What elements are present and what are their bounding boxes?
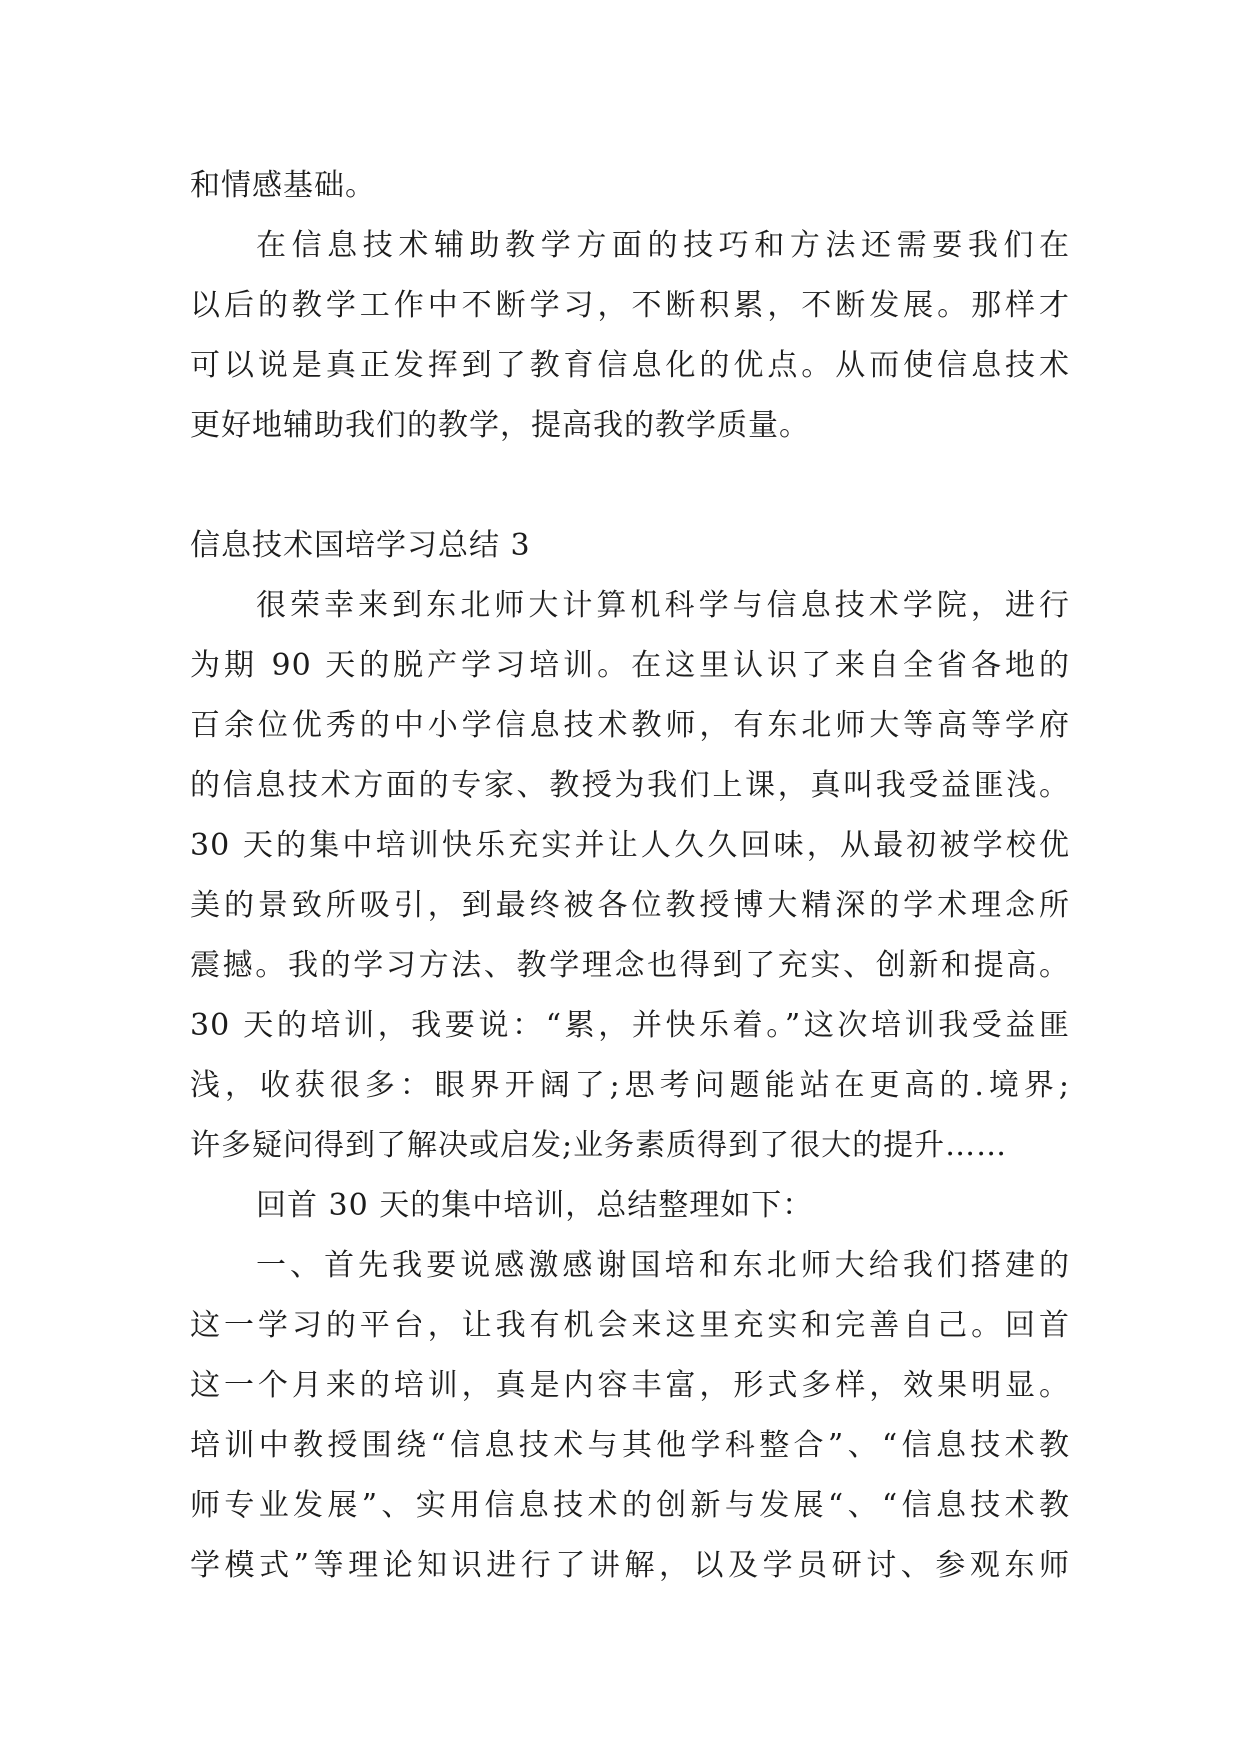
- paragraph-line: 震撼。我的学习方法、教学理念也得到了充实、创新和提高。: [190, 948, 1070, 983]
- paragraph-line: 许多疑问得到了解决或启发;业务素质得到了很大的提升……: [190, 1128, 1008, 1163]
- paragraph-line: 回首 30 天的集中培训，总结整理如下：: [256, 1188, 814, 1223]
- paragraph-line: 的信息技术方面的专家、教授为我们上课，真叫我受益匪浅。: [190, 768, 1070, 803]
- paragraph-line: 培训中教授围绕“信息技术与其他学科整合”、“信息技术教: [190, 1428, 1070, 1463]
- paragraph-line: 浅，收获很多：眼界开阔了;思考问题能站在更高的.境界;: [190, 1068, 1070, 1103]
- paragraph-gap: [190, 456, 1070, 516]
- paragraph-line: 可以说是真正发挥到了教育信息化的优点。从而使信息技术: [190, 348, 1070, 383]
- paragraph-line: 很荣幸来到东北师大计算机科学与信息技术学院，进行: [256, 588, 1070, 623]
- paragraph-line: 以后的教学工作中不断学习，不断积累，不断发展。那样才: [190, 288, 1070, 323]
- paragraph-line: 这一学习的平台，让我有机会来这里充实和完善自己。回首: [190, 1308, 1070, 1343]
- document-body: [190, 156, 1070, 1596]
- section-title: 信息技术国培学习总结 3: [190, 528, 531, 563]
- paragraph-line: 美的景致所吸引，到最终被各位教授博大精深的学术理念所: [190, 888, 1070, 923]
- paragraph-line: 百余位优秀的中小学信息技术教师，有东北师大等高等学府: [190, 708, 1070, 743]
- paragraph-line: 和情感基础。: [190, 168, 376, 203]
- paragraph-line: 为期 90 天的脱产学习培训。在这里认识了来自全省各地的: [190, 648, 1070, 683]
- paragraph-line: 30 天的培训，我要说：“累，并快乐着。”这次培训我受益匪: [190, 1008, 1070, 1043]
- paragraph-line: 师专业发展”、实用信息技术的创新与发展“、“信息技术教: [190, 1488, 1070, 1523]
- paragraph-line: 更好地辅助我们的教学，提高我的教学质量。: [190, 408, 810, 443]
- paragraph-line: 这一个月来的培训，真是内容丰富，形式多样，效果明显。: [190, 1368, 1070, 1403]
- paragraph-line: 在信息技术辅助教学方面的技巧和方法还需要我们在: [256, 228, 1070, 263]
- paragraph-line: 学模式”等理论知识进行了讲解，以及学员研讨、参观东师: [190, 1548, 1070, 1583]
- paragraph-line: 30 天的集中培训快乐充实并让人久久回味，从最初被学校优: [190, 828, 1070, 863]
- paragraph-line: 一、首先我要说感激感谢国培和东北师大给我们搭建的: [256, 1248, 1070, 1283]
